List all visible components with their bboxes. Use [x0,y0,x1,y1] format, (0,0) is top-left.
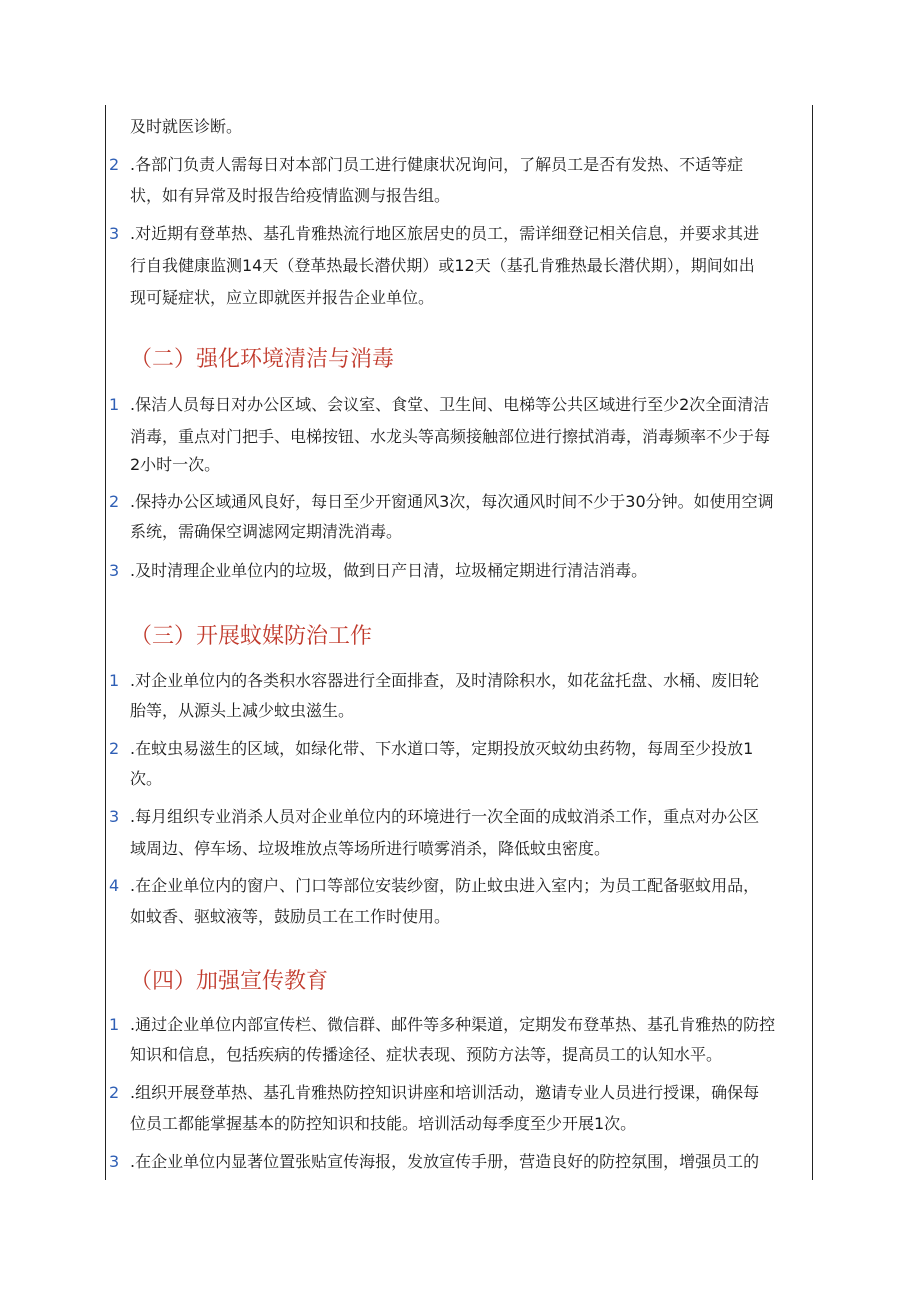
paragraph-line: .组织开展登革热、基孔肯雅热防控知识讲座和培训活动，邀请专业人员进行授课，确保每 [130,1083,760,1102]
section-heading: （四）加强宣传教育 [130,969,329,994]
paragraph-line: .对企业单位内的各类积水容器进行全面排查，及时清除积水，如花盆托盘、水桶、废旧轮 [130,671,760,690]
paragraph-line: 2小时一次。 [130,455,221,474]
list-item-number: 4 [109,876,120,895]
list-item-number: 3 [109,561,120,580]
paragraph-line: .保洁人员每日对办公区域、会议室、食堂、卫生间、电梯等公共区域进行至少2次全面清洁 [130,395,770,414]
paragraph-line: .在蚊虫易滋生的区域，如绿化带、下水道口等，定期投放灭蚊幼虫药物，每周至少投放1 [130,739,754,758]
list-item-number: 2 [109,1083,120,1102]
list-item-number: 2 [109,739,120,758]
list-item-number: 1 [109,1015,120,1034]
paragraph-line: .在企业单位内的窗户、门口等部位安装纱窗，防止蚊虫进入室内；为员工配备驱蚊用品， [130,876,760,895]
paragraph-line: .保持办公区域通风良好，每日至少开窗通风3次，每次通风时间不少于30分钟。如使用空调 [130,492,774,511]
paragraph-line: 系统，需确保空调滤网定期清洗消毒。 [130,522,403,541]
paragraph-line: .每月组织专业消杀人员对企业单位内的环境进行一次全面的成蚊消杀工作，重点对办公区 [130,807,760,826]
list-item-number: 1 [109,395,120,414]
paragraph-line: .通过企业单位内部宣传栏、微信群、邮件等多种渠道，定期发布登革热、基孔肯雅热的防控 [130,1015,776,1034]
paragraph-line: .及时清理企业单位内的垃圾，做到日产日清，垃圾桶定期进行清洁消毒。 [130,561,648,580]
list-item-number: 2 [109,155,120,174]
list-item-number: 3 [109,807,120,826]
list-item-number: 3 [109,224,120,243]
paragraph-line: 知识和信息，包括疾病的传播途径、症状表现、预防方法等，提高员工的认知水平。 [130,1045,723,1064]
paragraph-line: 如蚊香、驱蚊液等，鼓励员工在工作时使用。 [130,907,451,926]
list-item-number: 1 [109,671,120,690]
paragraph-line: .各部门负责人需每日对本部门员工进行健康状况询问，了解员工是否有发热、不适等症 [130,155,744,174]
paragraph-line: 胎等，从源头上减少蚊虫滋生。 [130,701,355,720]
paragraph-line: 现可疑症状，应立即就医并报告企业单位。 [130,288,435,307]
document-frame [105,105,813,1180]
section-heading: （三）开展蚊媒防治工作 [130,624,373,649]
section-heading: （二）强化环境清洁与消毒 [130,347,395,372]
paragraph-line: 及时就医诊断。 [130,117,243,136]
paragraph-line: .在企业单位内显著位置张贴宣传海报，发放宣传手册，营造良好的防控氛围，增强员工的 [130,1152,760,1171]
list-item-number: 3 [109,1152,120,1171]
paragraph-line: 域周边、停车场、垃圾堆放点等场所进行喷雾消杀，降低蚊虫密度。 [130,839,611,858]
list-item-number: 2 [109,492,120,511]
paragraph-line: 行自我健康监测14天（登革热最长潜伏期）或12天（基孔肯雅热最长潜伏期），期间如出 [130,256,755,275]
paragraph-line: 状，如有异常及时报告给疫情监测与报告组。 [130,186,451,205]
paragraph-line: 位员工都能掌握基本的防控知识和技能。培训活动每季度至少开展1次。 [130,1114,637,1133]
paragraph-line: 次。 [130,769,163,788]
paragraph-line: 消毒，重点对门把手、电梯按钮、水龙头等高频接触部位进行擦拭消毒，消毒频率不少于每 [130,427,771,446]
paragraph-line: .对近期有登革热、基孔肯雅热流行地区旅居史的员工，需详细登记相关信息，并要求其进 [130,224,760,243]
